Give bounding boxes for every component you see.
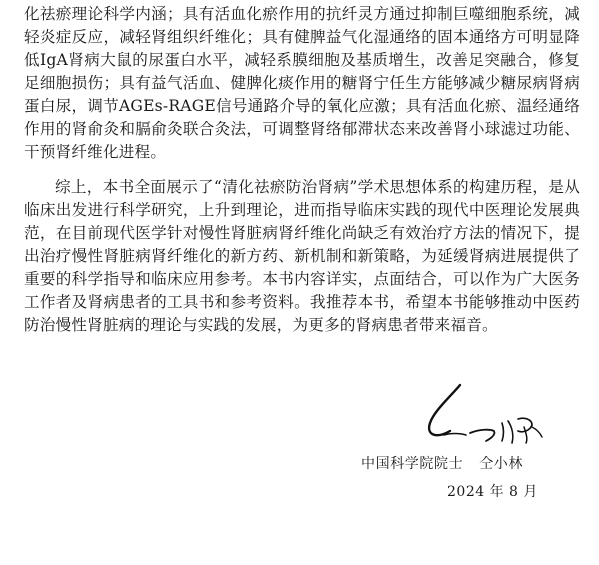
paragraph-2: 综上，本书全面展示了“清化祛瘀防治肾病”学术思想体系的构建历程，是从临床出发进行科学研究，上升到理论，进而指导临床实践的现代中医理论发展典范，在目前现代医学针对慢性肾脏病肾纤维化尚缺乏有效治疗方法的情况下，提出治疗慢性肾脏病肾纤维化的新方药、新机制和新策略，为延缓肾病进展提供了重要的科学指导和临床应用参考。本书内容详实，点面结合，可以作为广大医务工作者及肾病患者的工具书和参考资料。我推荐本书，希望本书能够推动中医药防治慢性肾脏病的理论与实践的发展，为更多的肾病患者带来福音。 — [24, 178, 580, 334]
preface-page — [24, 0, 580, 337]
author-affiliation-line — [361, 453, 523, 473]
author-name: 仝小林 — [479, 456, 524, 472]
preface-date: 2024 年 8 月 — [447, 484, 538, 500]
handwritten-signature — [420, 383, 550, 445]
author-affiliation: 中国科学院院士 — [361, 456, 464, 472]
paragraph-1: 化祛瘀理论科学内涵；具有活血化瘀作用的抗纤灵方通过抑制巨噬细胞系统，减轻炎症反应，减轻肾组织纤维化；具有健脾益气化湿通络的固本通络方可明显降低IgA肾病大鼠的尿蛋白水平，减轻系膜细胞及基质增生，改善足突融合，修复足细胞损伤；具有益气活血、健脾化痰作用的糖肾宁任生方能够减少糖尿病肾病蛋白尿，调节AGEs-RAGE信号通路介导的氧化应激；具有活血化瘀、温经通络作用的肾俞灸和膈俞灸联合灸法，可调整肾络郁滞状态来改善肾小球滤过功能、干预肾纤维化进程。 — [24, 5, 580, 161]
